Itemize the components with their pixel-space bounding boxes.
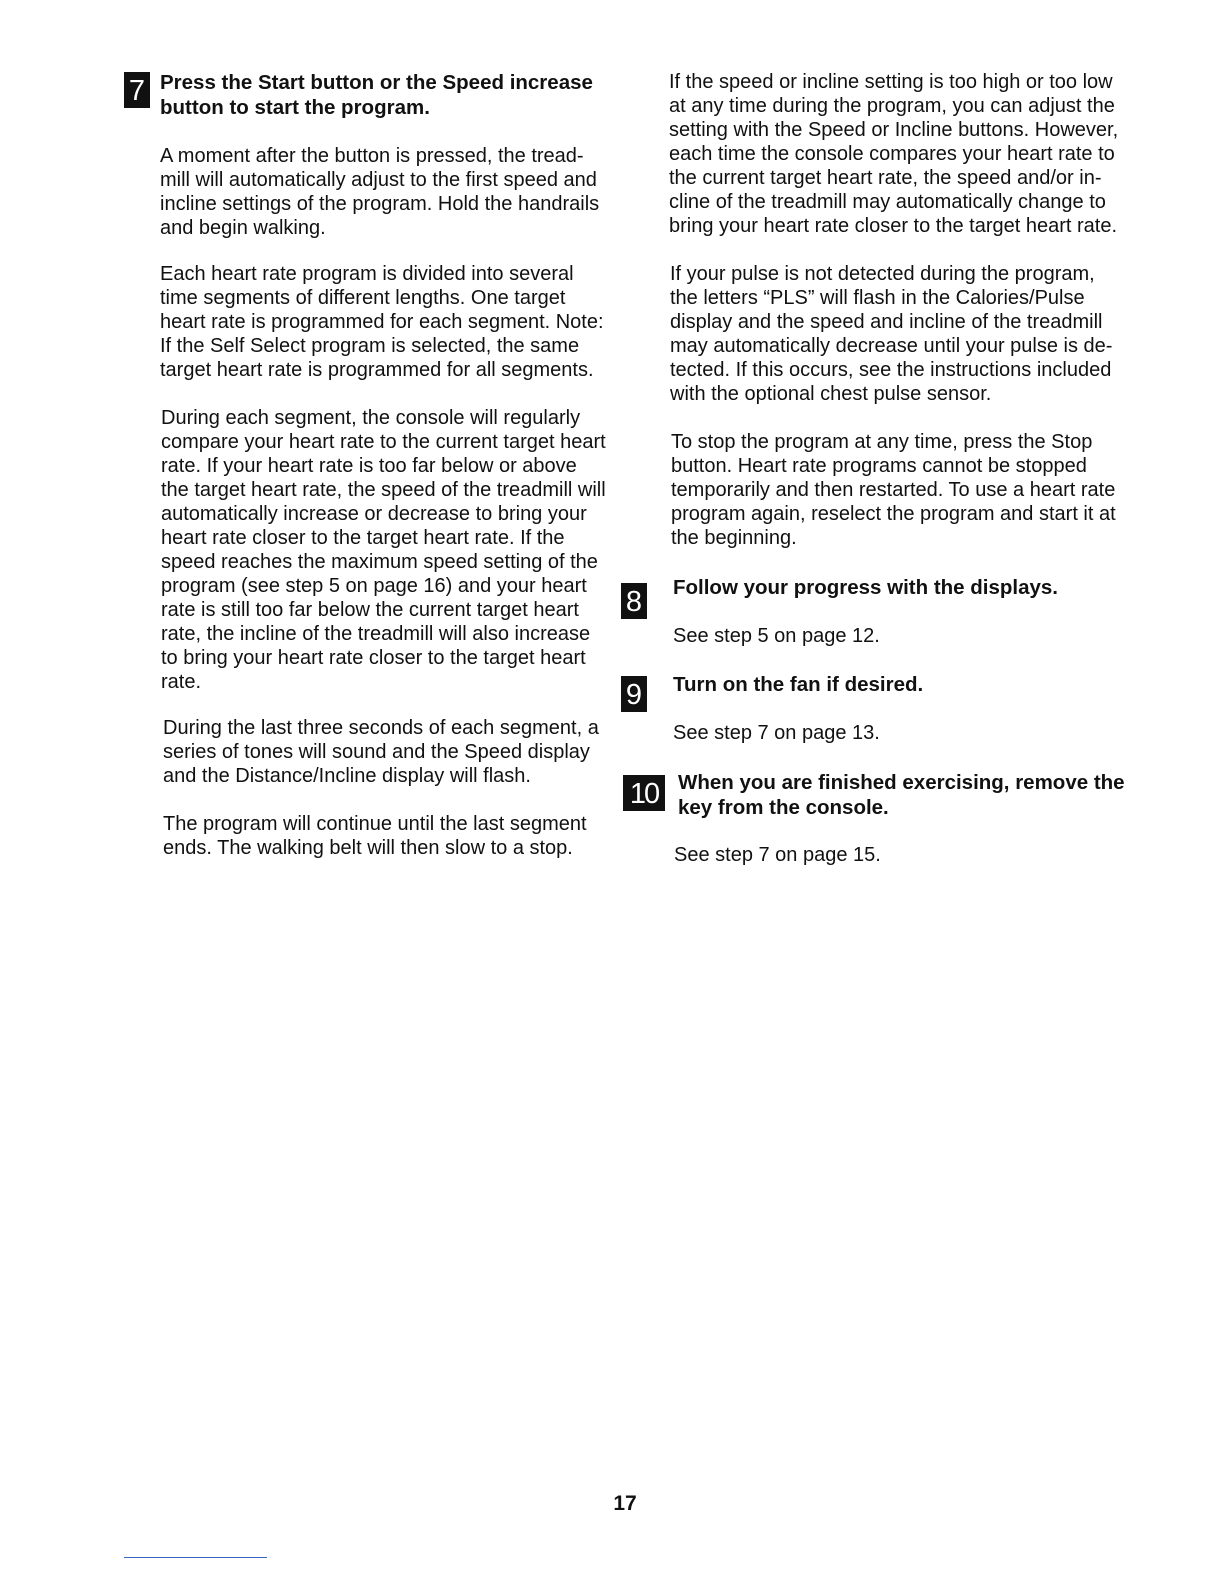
step-7-paragraph-5: The program will continue until the last segment ends. The walking belt will then slow to a stop. — [163, 813, 587, 859]
step-9-paragraph: See step 7 on page 13. — [673, 722, 880, 744]
step-8-paragraph: See step 5 on page 12. — [673, 625, 880, 647]
footer-divider — [124, 1557, 267, 1558]
step-7-paragraph-6: If the speed or incline setting is too high or too low at any time during the program, you can adjust the setting with the Speed or Incline buttons. However, each time the console compares your heart rate to the current target heart rate, the speed and/or in-cline of the treadmill may automatically change to bring your heart rate closer to the target heart rate. — [669, 71, 1119, 237]
step-7-paragraph-8: To stop the program at any time, press the Stop button. Heart rate programs cannot be stopped temporarily and then restarted. To use a heart rate program again, reselect the program and start it at the beginning. — [671, 431, 1116, 549]
step-7-paragraph-4: During the last three seconds of each segment, a series of tones will sound and the Speed display and the Distance/Incline display will flash. — [163, 717, 599, 787]
step-7-paragraph-1: A moment after the button is pressed, the tread-mill will automatically adjust to the first speed and incline settings of the program. Hold the handrails and begin walking. — [160, 145, 600, 239]
step-10-badge: 10 — [623, 775, 665, 811]
step-8-title: Follow your progress with the displays. — [673, 576, 1059, 599]
page-number: 17 — [613, 1492, 637, 1515]
step-8-badge: 8 — [621, 583, 647, 619]
step-10-paragraph: See step 7 on page 15. — [674, 844, 881, 866]
step-9-badge: 9 — [621, 676, 647, 712]
step-9-title: Turn on the fan if desired. — [673, 673, 924, 696]
step-7-title: Press the Start button or the Speed increase button to start the program. — [160, 71, 593, 119]
step-7-badge: 7 — [124, 72, 150, 108]
step-7-paragraph-3: During each segment, the console will regularly compare your heart rate to the current target heart rate. If your heart rate is too far below or above the target heart rate, the speed of the treadmill will automatically increase or decrease to bring your heart rate closer to the target heart rate. If the speed reaches the maximum speed setting of the program (see step 5 on page 16) and your heart rate is still too far below the current target heart rate, the incline of the treadmill will also increase to bring your heart rate closer to the target heart rate. — [161, 407, 606, 693]
step-10-title: When you are finished exercising, remove the key from the console. — [678, 771, 1125, 819]
step-7-paragraph-2: Each heart rate program is divided into several time segments of different lengths. One target heart rate is programmed for each segment. Note: If the Self Select program is selected, the same target heart rate is programmed for all segments. — [160, 263, 604, 381]
step-7-paragraph-7: If your pulse is not detected during the program, the letters “PLS” will flash in the Calories/Pulse display and the speed and incline of the treadmill may automatically decrease until your pulse is de-tected. If this occurs, see the instructions included with the optional chest pulse sensor. — [670, 263, 1113, 405]
